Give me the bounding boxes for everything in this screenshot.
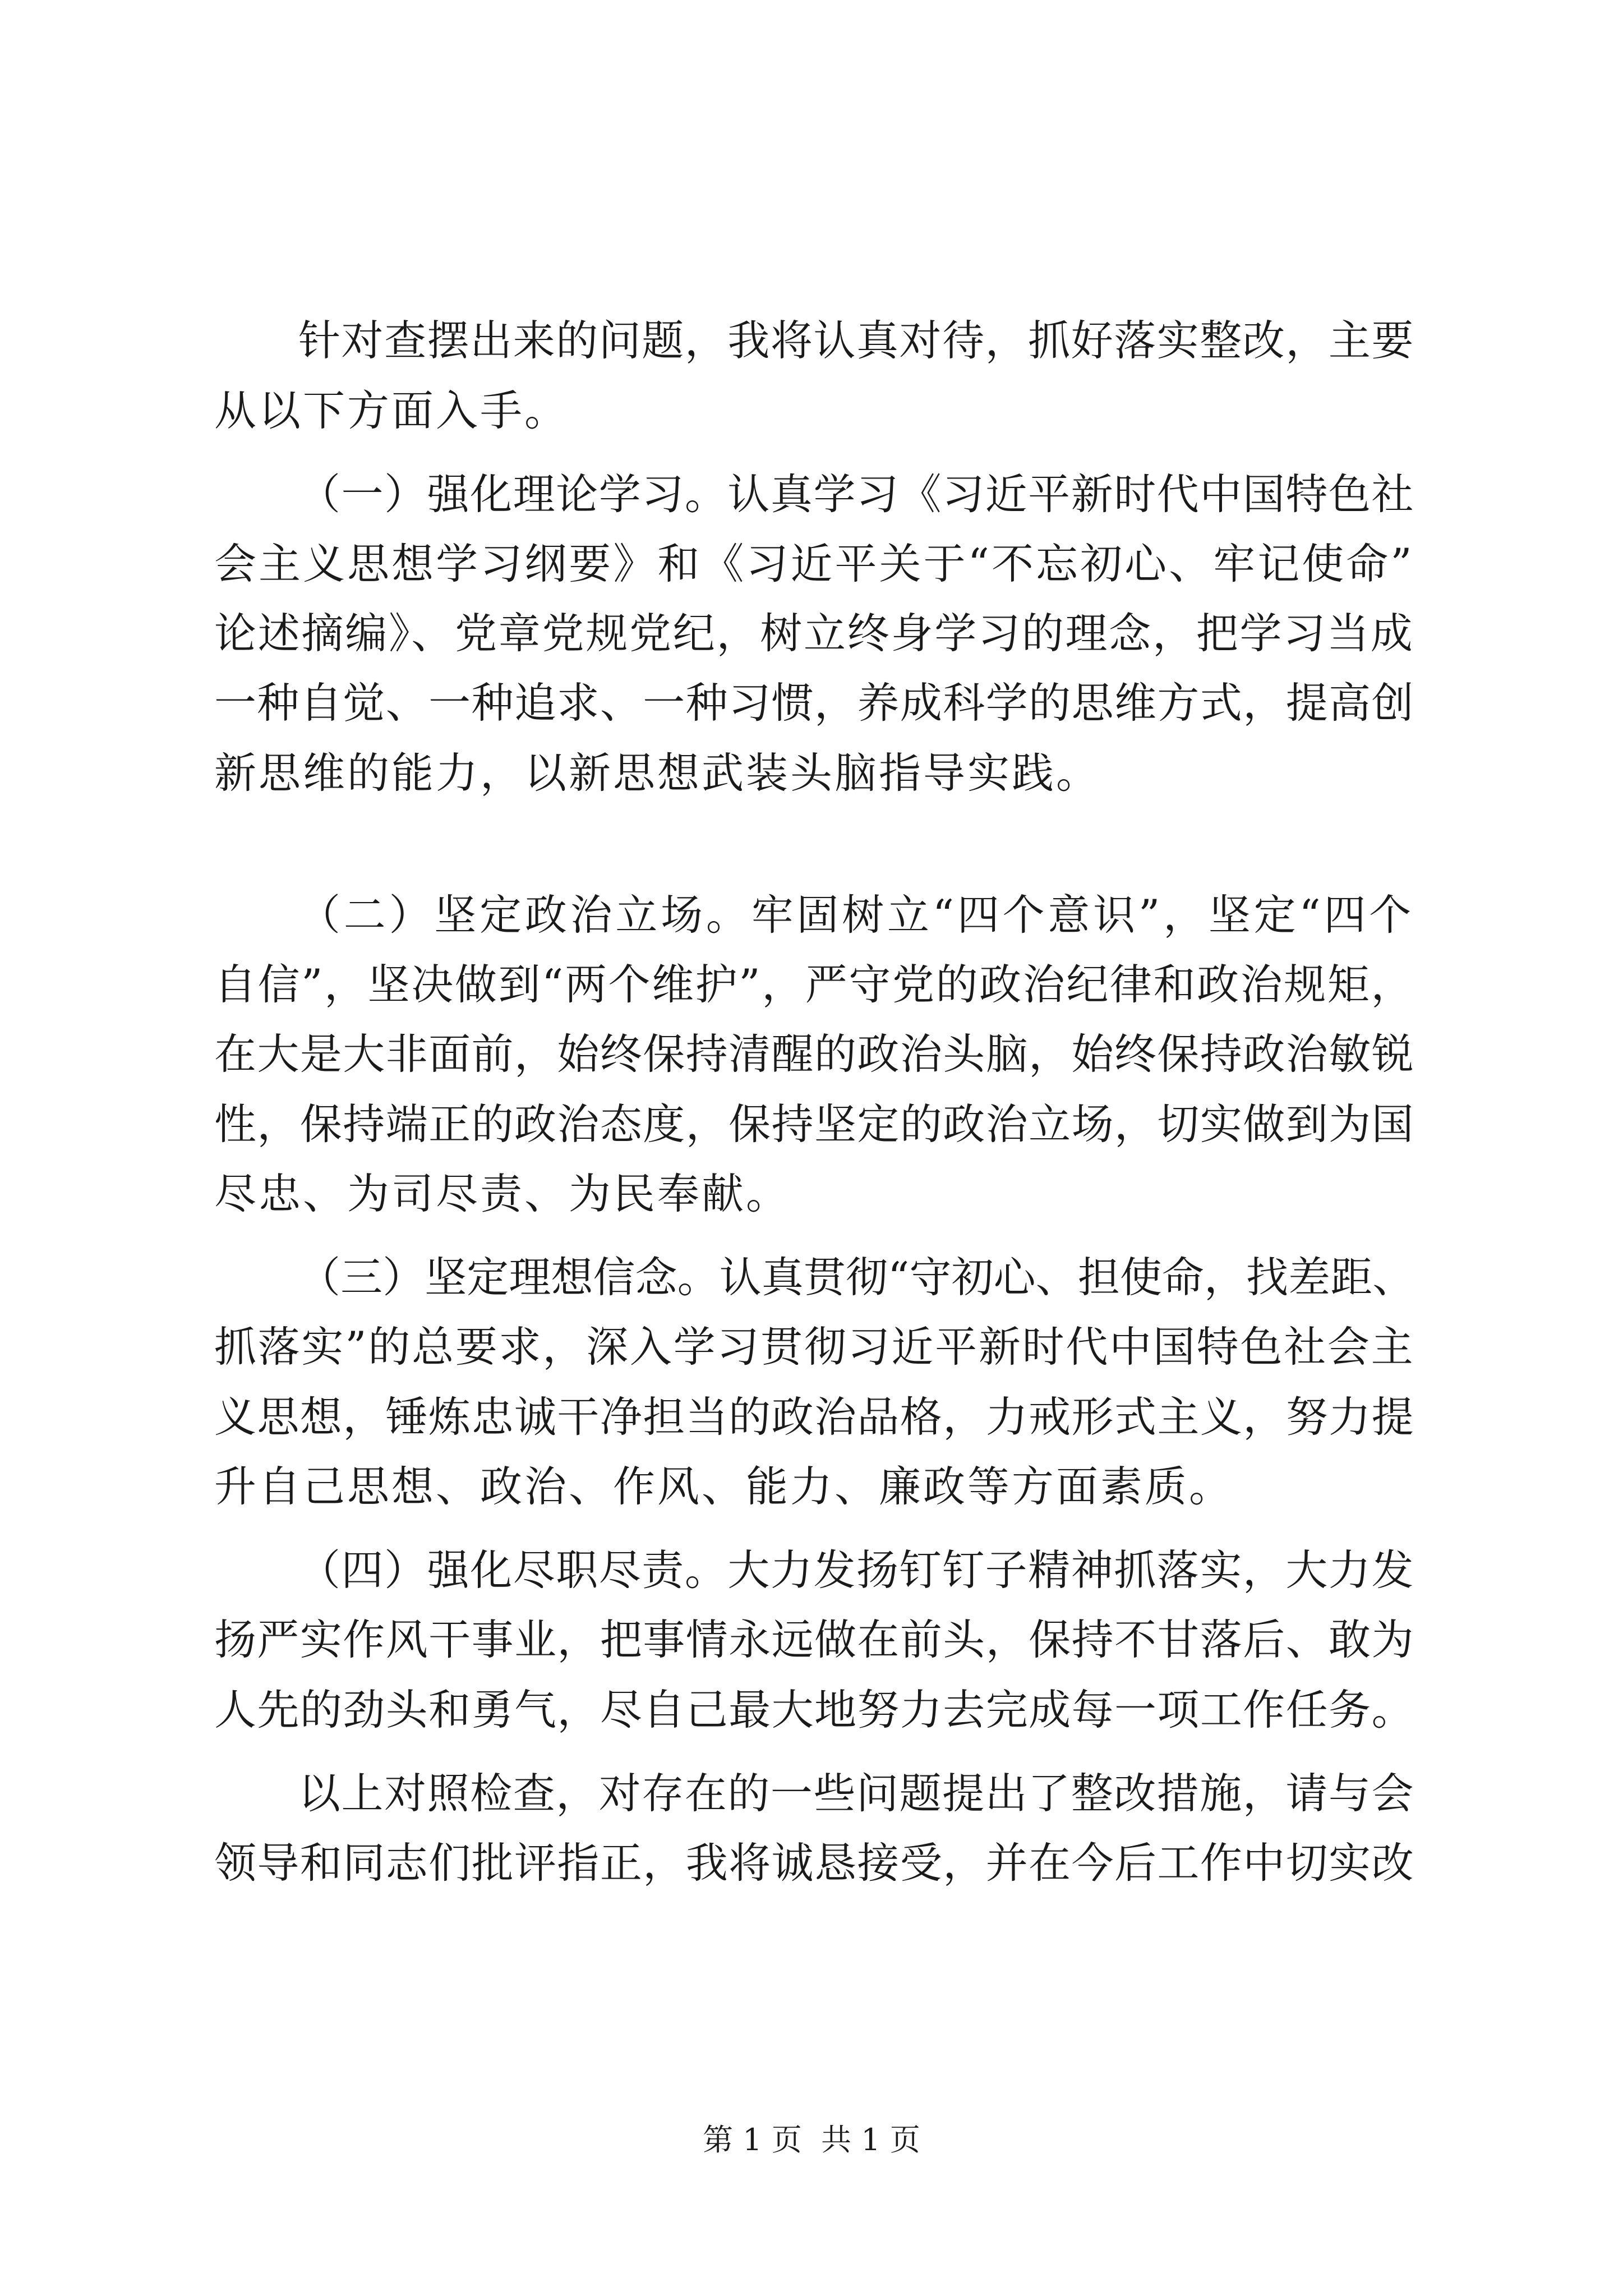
text-line: 针对查摆出来的问题，我将认真对待，抓好落实整改，主要 xyxy=(298,316,1415,365)
text-line: 一种自觉、一种追求、一种习惯，养成科学的思维方式，提高创 xyxy=(214,678,1415,728)
text-line: 领导和同志们批评指正，我将诚恳接受，并在今后工作中切实改 xyxy=(214,1838,1415,1888)
page-number-footer: 第 1 页 共 1 页 xyxy=(703,2122,920,2157)
text-line: 抓落实”的总要求，深入学习贯彻习近平新时代中国特色社会主 xyxy=(214,1322,1415,1372)
text-line: 人先的劲头和勇气，尽自己最大地努力去完成每一项工作任务。 xyxy=(214,1685,1415,1734)
text-line: 性，保持端正的政治态度，保持坚定的政治立场，切实做到为国 xyxy=(214,1099,1415,1149)
text-line: 尽忠、为司尽责、为民奉献。 xyxy=(214,1169,791,1218)
text-line: 以上对照检查，对存在的一些问题提出了整改措施，请与会 xyxy=(298,1769,1415,1818)
text-line: 会主义思想学习纲要》和《习近平关于“不忘初心、牢记使命” xyxy=(214,539,1414,588)
text-line: 扬严实作风干事业，把事情永远做在前头，保持不甘落后、敢为 xyxy=(214,1615,1415,1664)
text-line: 自信”，坚决做到“两个维护”，严守党的政治纪律和政治规矩， xyxy=(214,960,1415,1009)
text-line: （一）强化理论学习。认真学习《习近平新时代中国特色社 xyxy=(298,470,1415,519)
text-line: 从以下方面入手。 xyxy=(214,386,569,435)
text-line: 在大是大非面前，始终保持清醒的政治头脑，始终保持政治敏锐 xyxy=(214,1029,1415,1079)
text-line: 义思想，锤炼忠诚干净担当的政治品格，力戒形式主义，努力提 xyxy=(214,1392,1415,1442)
text-line: （四）强化尽职尽责。大力发扬钉钉子精神抓落实，大力发 xyxy=(298,1545,1415,1595)
text-line: 升自己思想、政治、作风、能力、廉政等方面素质。 xyxy=(214,1462,1234,1511)
text-line: （二）坚定政治立场。牢固树立“四个意识”，坚定“四个 xyxy=(298,890,1415,940)
text-line: 新思维的能力，以新思想武装头脑指导实践。 xyxy=(214,748,1101,798)
text-line: 论述摘编》、党章党规党纪，树立终身学习的理念，把学习当成 xyxy=(214,609,1414,658)
text-line: （三）坚定理想信念。认真贯彻“守初心、担使命，找差距、 xyxy=(298,1253,1415,1302)
